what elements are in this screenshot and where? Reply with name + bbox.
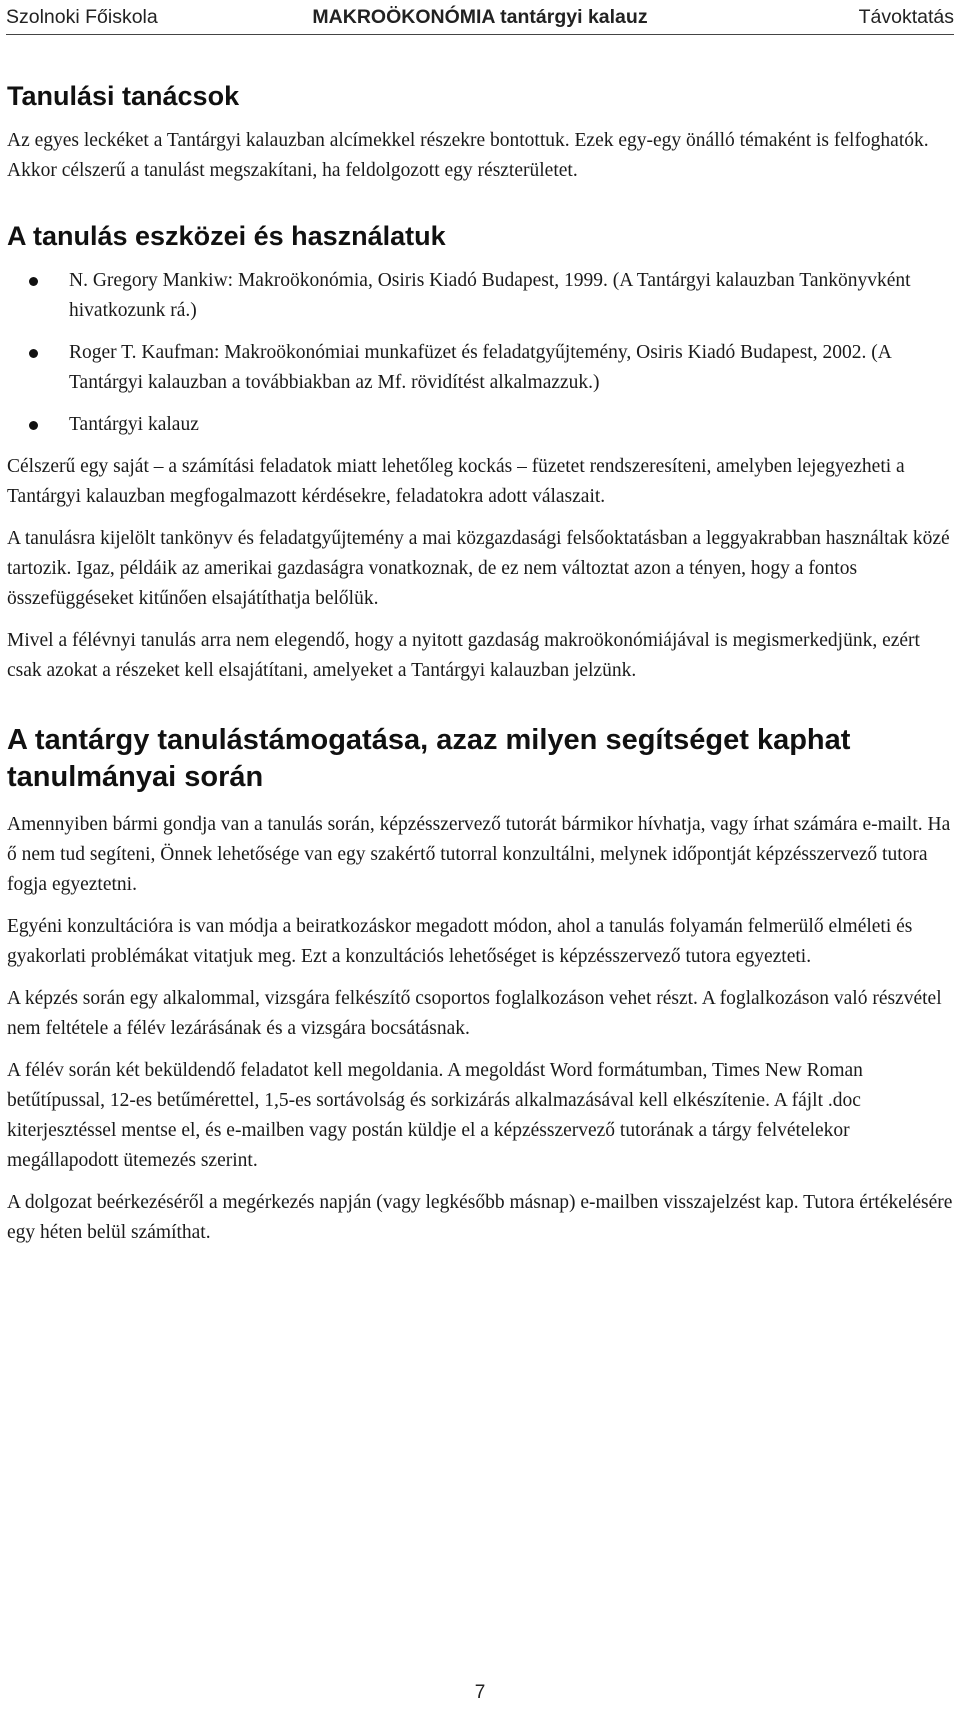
list-item [7, 266, 953, 326]
paragraph: Amennyiben bármi gondja van a tanulás során, képzésszervező tutorát bármikor hívhatja, vagy írhat számára e-mailt. Ha ő nem tud segíteni, Önnek lehetősége van egy szakértő tutorral konzultálni, melynek időpontját képzésszervező tutora fogja egyeztetni. [7, 814, 951, 895]
list-item-text: N. Gregory Mankiw: Makroökonómia, Osiris Kiadó Budapest, 1999. (A Tantárgyi kalauzban Tankönyvként hivatkozunk rá.) [69, 270, 911, 321]
paragraph: A dolgozat beérkezéséről a megérkezés napján (vagy legkésőbb másnap) e-mailben visszajelzést kap. Tutora értékelésére egy héten belül számíthat. [7, 1192, 953, 1243]
paragraph: Az egyes leckéket a Tantárgyi kalauzban alcímekkel részekre bontottuk. Ezek egy-egy önálló témaként is felfoghatók. Akkor célszerű a tanulást megszakítani, ha feldolgozott egy részterületet. [7, 130, 929, 181]
page-number: 7 [474, 1682, 486, 1703]
paragraph: Mivel a félévnyi tanulás arra nem elegendő, hogy a nyitott gazdaság makroökonómiájával is megismerkedjünk, ezért csak azokat a részeket kell elsajátítani, amelyeket a Tantárgyi kalauzban jelzünk. [7, 630, 920, 681]
paragraph: Célszerű egy saját – a számítási feladatok miatt lehetőleg kockás – füzetet rendszeresíteni, amelyben lejegyezheti a Tantárgyi kalauzban megfogalmazott kérdésekre, feladatokra adott válaszait. [7, 456, 905, 507]
section-title-tools: A tanulás eszközei és használatuk [7, 221, 446, 251]
header-institution: Szolnoki Főiskola [6, 6, 158, 28]
header-course-title: MAKROÖKONÓMIA tantárgyi kalauz [312, 6, 648, 28]
section-title-support: A tantárgy tanulástámogatása, azaz milyen segítséget kaphat tanulmányai során [7, 724, 851, 793]
page-header [6, 0, 954, 35]
document-body [7, 80, 953, 1260]
bullet-icon [29, 349, 38, 358]
paragraph: A félév során két beküldendő feladatot kell megoldania. A megoldást Word formátumban, Times New Roman betűtípussal, 12-es betűmérettel, 1,5-es sortávolság és sorkizárás alkalmazásával kell elkészítenie. A fájlt .doc kiterjesztéssel mentse el, és e-mailben vagy postán küldje el a képzésszervező tutorának a tárgy felvételekor megállapodott ütemezés szerint. [7, 1060, 863, 1171]
paragraph: A tanulásra kijelölt tankönyv és feladatgyűjtemény a mai közgazdasági felsőoktatásban a leggyakrabban használtak közé tartozik. Igaz, példáik az amerikai gazdaságra vonatkoznak, de ez nem változtat azon a tényen, hogy a fontos összefüggéseket kitűnően elsajátíthatja belőlük. [7, 528, 950, 609]
resource-list [7, 266, 953, 440]
paragraph: Egyéni konzultációra is van módja a beiratkozáskor megadott módon, ahol a tanulás folyamán felmerülő elméleti és gyakorlati problémákat vitatjuk meg. Ezt a konzultációs lehetőséget is képzésszervező tutora egyezteti. [7, 916, 913, 967]
list-item-text: Tantárgyi kalauz [69, 414, 199, 435]
list-item [7, 410, 953, 440]
bullet-icon [29, 277, 38, 286]
list-item-text: Roger T. Kaufman: Makroökonómiai munkafüzet és feladatgyűjtemény, Osiris Kiadó Budapest, 2002. (A Tantárgyi kalauzban a továbbiakban az Mf. rövidítést alkalmazzuk.) [69, 342, 891, 393]
list-item [7, 338, 953, 398]
section-title-tips: Tanulási tanácsok [7, 81, 240, 111]
bullet-icon [29, 421, 38, 430]
header-mode: Távoktatás [858, 6, 954, 28]
paragraph: A képzés során egy alkalommal, vizsgára felkészítő csoportos foglalkozáson vehet részt. A foglalkozáson való részvétel nem feltétele a félév lezárásának és a vizsgára bocsátásnak. [7, 988, 942, 1039]
